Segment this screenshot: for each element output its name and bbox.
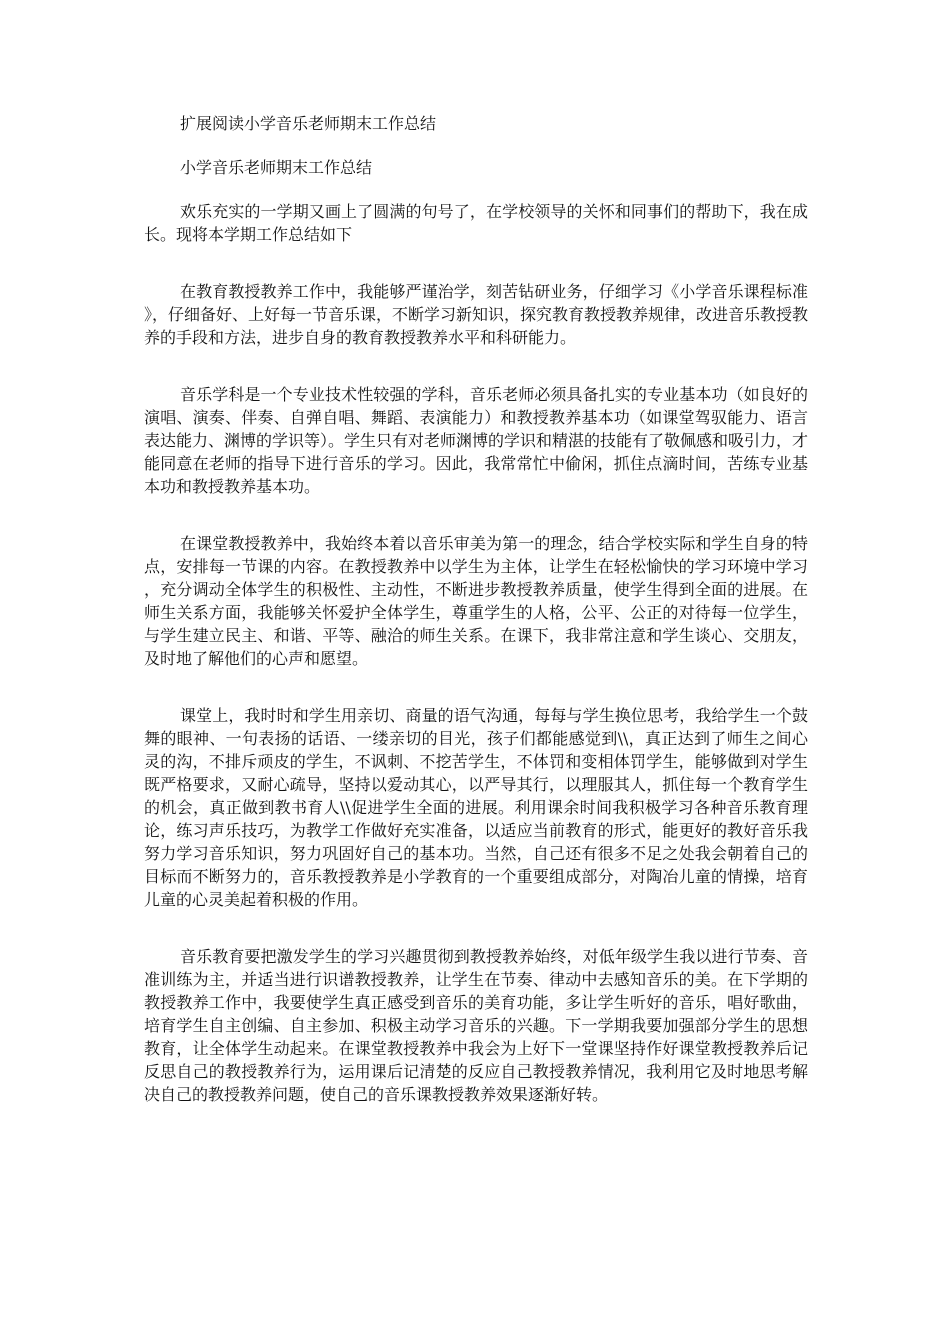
document-body	[144, 112, 808, 1140]
paragraph-classroom-communication: 课堂上，我时时和学生用亲切、商量的语气沟通，每每与学生换位思考，我给学生一个鼓舞的眼神、一句表扬的话语、一缕亲切的目光，孩子们都能感觉到\\，真正达到了师生之间心灵的沟，不排斥顽皮的学生，不讽刺、不挖苦学生，不体罚和变相体罚学生，能够做到对学生既严格要求，又耐心疏导，坚持以爱动其心，以严导其行，以理服其人，抓住每一个教育学生的机会，真正做到教书育人\\促进学生全面的进展。利用课余时间我积极学习各种音乐教育理论，练习声乐技巧，为教学工作做好充实准备，以适应当前教育的形式，能更好的教好音乐我努力学习音乐知识，努力巩固好自己的基本功。当然，自己还有很多不足之处我会朝着自己的目标而不断努力的，音乐教授教养是小学教育的一个重要组成部分，对陶冶儿童的情操，培育儿童的心灵美起着积极的作用。	[144, 706, 808, 909]
document-title: 小学音乐老师期末工作总结	[180, 158, 373, 177]
paragraph-classroom-teaching: 在课堂教授教养中，我始终本着以音乐审美为第一的理念，结合学校实际和学生自身的特点，安排每一节课的内容。在教授教养中以学生为主体，让学生在轻松愉快的学习环境中学习，充分调动全体学生的积极性、主动性，不断进步教授教养质量，使学生得到全面的进展。在师生关系方面，我能够关怀爱护全体学生，尊重学生的人格，公平、公正的对待每一位学生，与学生建立民主、和谐、平等、融洽的师生关系。在课下，我非常注意和学生谈心、交朋友，及时地了解他们的心声和愿望。	[144, 534, 808, 668]
paragraph-music-education-plan: 音乐教育要把激发学生的学习兴趣贯彻到教授教养始终，对低年级学生我以进行节奏、音准训练为主，并适当进行识谱教授教养，让学生在节奏、律动中去感知音乐的美。在下学期的教授教养工作中，我要使学生真正感受到音乐的美育功能，多让学生听好的音乐，唱好歌曲，培育学生自主创编、自主参加、积极主动学习音乐的兴趣。下一学期我要加强部分学生的思想教育，让全体学生动起来。在课堂教授教养中我会为上好下一堂课坚持作好课堂教授教养后记反思自己的教授教养行为，运用课后记清楚的反应自己教授教养情况，我利用它及时地思考解决自己的教授教养问题，使自己的音乐课教授教养效果逐渐好转。	[144, 947, 808, 1104]
paragraph-teaching-work: 在教育教授教养工作中，我能够严谨治学，刻苦钻研业务，仔细学习《小学音乐课程标准》，仔细备好、上好每一节音乐课，不断学习新知识，探究教育教授教养规律，改进音乐教授教养的手段和方法，进步自身的教育教授教养水平和科研能力。	[144, 282, 809, 347]
paragraph-intro: 欢乐充实的一学期又画上了圆满的句号了，在学校领导的关怀和同事们的帮助下，我在成长。现将本学期工作总结如下	[144, 202, 808, 244]
document-heading-extended: 扩展阅读小学音乐老师期末工作总结	[180, 114, 437, 133]
paragraph-basic-skills: 音乐学科是一个专业技术性较强的学科，音乐老师必须具备扎实的专业基本功（如良好的演唱、演奏、伴奏、自弹自唱、舞蹈、表演能力）和教授教养基本功（如课堂驾驭能力、语言表达能力、渊博的学识等）。学生只有对老师渊博的学识和精湛的技能有了敬佩感和吸引力，才能同意在老师的指导下进行音乐的学习。因此，我常常忙中偷闲，抓住点滴时间，苦练专业基本功和教授教养基本功。	[144, 385, 809, 496]
